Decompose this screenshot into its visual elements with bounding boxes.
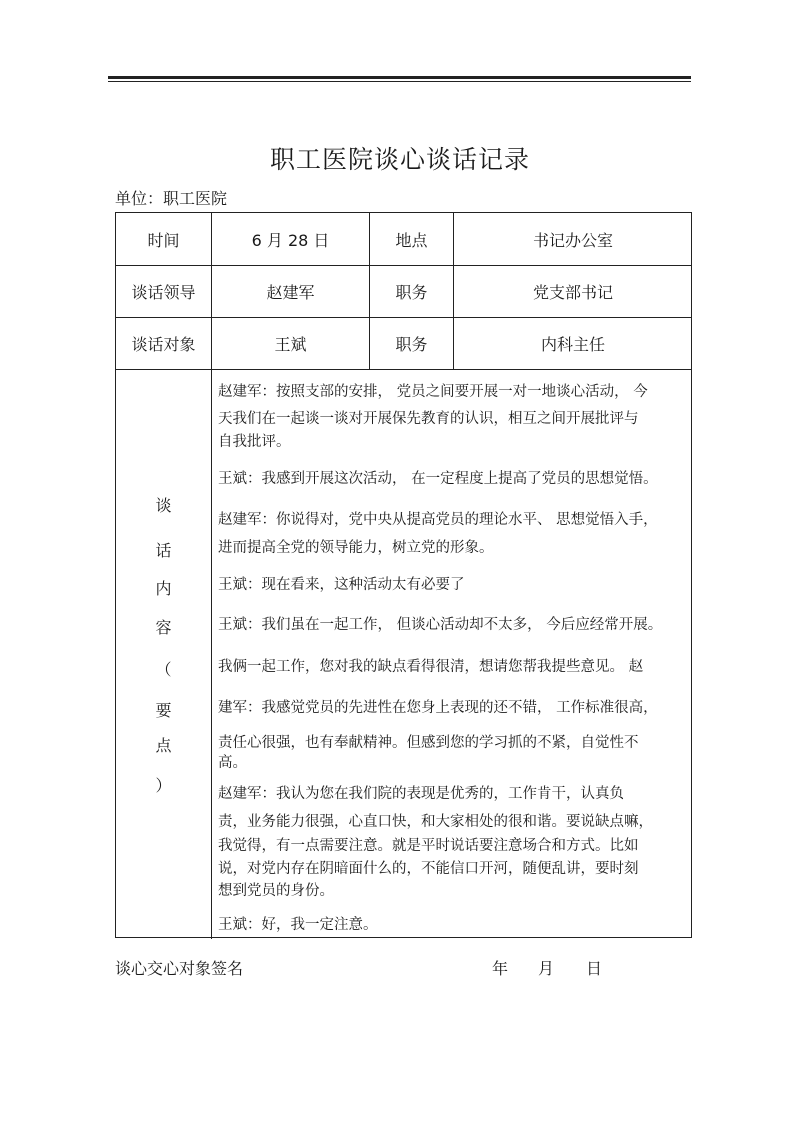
time-label: 时间 xyxy=(147,230,180,250)
location-label: 地点 xyxy=(395,230,428,250)
date-day-label: 日 xyxy=(586,959,603,978)
content-label-char: 话 xyxy=(155,541,172,560)
content-label-char: ） xyxy=(155,776,172,795)
content-label-char: 要 xyxy=(155,701,172,720)
content-line: 责任心很强，也有奉献精神。但感到您的学习抓的不紧，自觉性不 xyxy=(218,735,639,751)
header-rule-thin xyxy=(108,81,691,82)
date-year-label: 年 xyxy=(492,959,509,978)
leader-position-label: 职务 xyxy=(395,283,428,302)
content-label-char: （ xyxy=(155,660,172,679)
content-line: 王斌：我感到开展这次活动， 在一定程度上提高了党员的思想觉悟。 xyxy=(218,471,658,487)
content-line: 我觉得，有一点需要注意。就是平时说话要注意场合和方式。比如 xyxy=(218,838,639,854)
signature-label: 谈心交心对象签名 xyxy=(115,959,244,978)
content-line: 高。 xyxy=(218,755,247,771)
document-title: 职工医院谈心谈话记录 xyxy=(269,145,530,174)
content-line: 王斌：现在看来，这种活动太有必要了 xyxy=(218,577,465,593)
content-line: 责，业务能力很强，心直口快，和大家相处的很和谐。要说缺点嘛， xyxy=(218,814,653,830)
date-month-label: 月 xyxy=(538,959,555,978)
leader-value: 赵建军 xyxy=(266,283,315,302)
content-line: 我俩一起工作，您对我的缺点看得很清，想请您帮我提些意见。 赵 xyxy=(218,659,644,675)
leader-label: 谈话领导 xyxy=(131,283,196,302)
content-line: 王斌：我们虽在一起工作， 但谈心活动却不太多， 今后应经常开展。 xyxy=(218,617,663,633)
leader-position-value: 党支部书记 xyxy=(532,283,613,302)
subject-label: 谈话对象 xyxy=(131,335,196,354)
content-line: 赵建军：按照支部的安排， 党员之间要开展一对一地谈心活动， 今 xyxy=(218,384,648,400)
subject-value: 王斌 xyxy=(274,335,307,354)
content-line: 想到党员的身份。 xyxy=(218,883,334,899)
content-line: 自我批评。 xyxy=(218,434,291,450)
content-label-char: 谈 xyxy=(155,496,172,515)
content-label-char: 容 xyxy=(155,618,172,637)
time-value: 6 月 28 日 xyxy=(251,230,330,250)
content-line: 赵建军：我认为您在我们院的表现是优秀的，工作肯干，认真负 xyxy=(218,786,624,802)
content-line: 王斌：好，我一定注意。 xyxy=(218,917,378,933)
content-label xyxy=(116,370,211,939)
content-line: 建军：我感觉党员的先进性在您身上表现的还不错， 工作标准很高， xyxy=(218,700,658,716)
content-line: 天我们在一起谈一谈对开展保先教育的认识，相互之间开展批评与 xyxy=(218,411,639,427)
location-value: 书记办公室 xyxy=(532,230,613,250)
content-label-char: 点 xyxy=(155,736,172,755)
subject-position-value: 内科主任 xyxy=(540,335,605,354)
content-line: 赵建军：你说得对，党中央从提高党员的理论水平、 思想觉悟入手， xyxy=(218,512,658,528)
header-rule-thick xyxy=(108,76,691,79)
subject-position-label: 职务 xyxy=(395,335,428,354)
content-line: 说，对党内存在阴暗面什么的，不能信口开河，随便乱讲，要时刻 xyxy=(218,861,639,877)
content-label-char: 内 xyxy=(155,579,172,598)
record-table xyxy=(115,212,692,938)
unit-label: 单位：职工医院 xyxy=(115,189,228,208)
content-line: 进而提高全党的领导能力，树立党的形象。 xyxy=(218,540,494,556)
